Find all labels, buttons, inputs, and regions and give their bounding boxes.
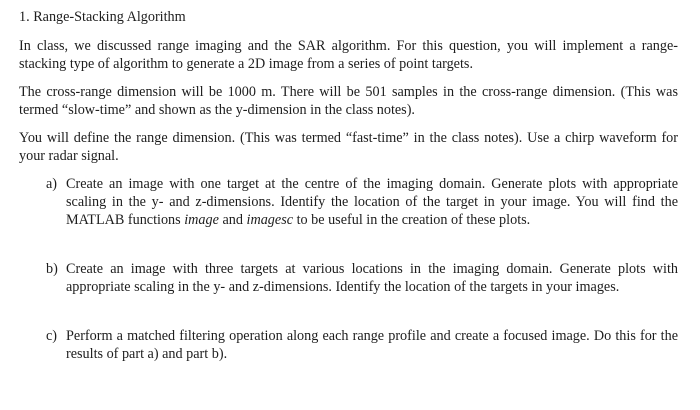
matlab-function-image: image (184, 212, 219, 228)
part-c-marker: c) (46, 328, 58, 344)
question-title: Range-Stacking Algorithm (33, 9, 186, 25)
part-a (46, 175, 678, 229)
part-a-text-start: Create an image with one target at the centre of the imaging domain. Generate plots with appropriate scaling in the y- and z-dimensions. Identify the location of the target in your image. You will find the MATLAB functions (66, 176, 678, 228)
part-b-text: Create an image with three targets at various locations in the imaging domain. Generate plots with appropriate scaling in the y- and z-dimensions. Identify the location of the targets in your images. (66, 261, 678, 295)
matlab-function-imagesc: imagesc (246, 212, 294, 228)
question-heading (19, 8, 678, 26)
intro-paragraph: In class, we discussed range imaging and the SAR algorithm. For this question, you will implement a range-stacking type of algorithm to generate a 2D image from a series of point targets. (19, 38, 678, 72)
range-dimension-paragraph: You will define the range dimension. (This was termed “fast-time” in the class notes). Use a chirp waveform for your radar signal. (19, 130, 678, 164)
part-a-text (66, 175, 678, 229)
cross-range-paragraph: The cross-range dimension will be 1000 m. There will be 501 samples in the cross-range dimension. (This was termed “slow-time” and shown as the y-dimension in the class notes). (19, 84, 678, 118)
part-b (46, 260, 678, 296)
part-a-text-end: to be useful in the creation of these plots. (293, 212, 531, 228)
part-b-marker: b) (46, 261, 58, 277)
part-a-marker: a) (46, 176, 58, 192)
part-c (46, 327, 678, 363)
part-c-text: Perform a matched filtering operation along each range profile and create a focused image. Do this for the results of part a) and part b). (66, 328, 678, 362)
part-a-text-and: and (218, 212, 247, 228)
question-number: 1. (19, 9, 30, 25)
